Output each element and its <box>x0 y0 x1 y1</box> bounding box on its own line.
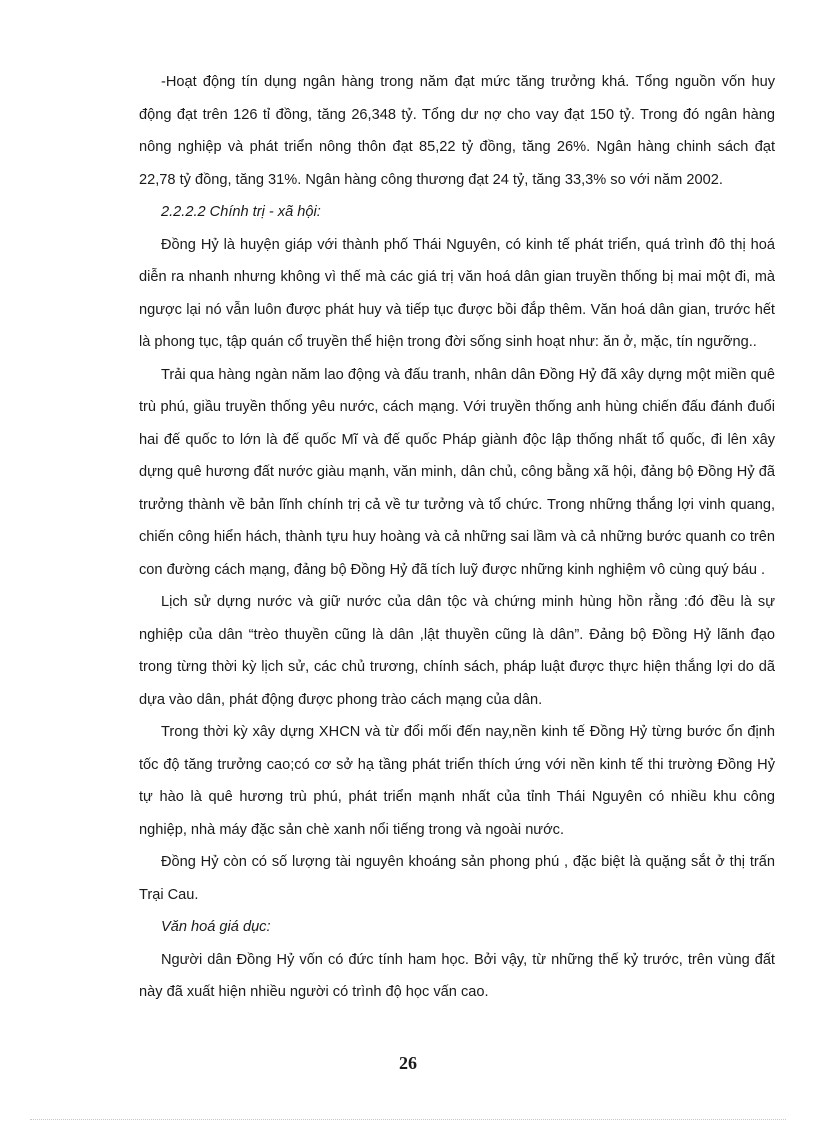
paragraph-national-history: Lịch sử dựng nước và giữ nước của dân tộc và chứng minh hùng hồn rằng :đó đều là sự nghiệp của dân “trèo thuyền cũng là dân ,lật thuyền cũng là dân”. Đảng bộ Đồng Hỷ lãnh đạo trong từng thời kỳ lịch sử, các chủ trương, chính sách, pháp luật được thực hiện thắng lợi do dã dựa vào dân, phát động được phong trào cách mạng của dân. <box>139 594 775 708</box>
heading-politics-society: 2.2.2.2 Chính trị - xã hội: <box>161 204 321 220</box>
page-bottom-divider <box>30 1119 786 1120</box>
paragraph-economic-development: Trong thời kỳ xây dựng XHCN và từ đổi mối đến nay,nền kinh tế Đồng Hỷ từng bước ổn định tốc độ tăng trưởng cao;có cơ sở hạ tầng phát triển thích ứng với nền kinh tế thi trường Đồng Hỷ tự hào là quê hương trù phú, phát triển mạnh nhất của tỉnh Thái Nguyên có nhiều khu công nghiệp, nhà máy đặc sản chè xanh nổi tiếng trong và ngoài nước. <box>139 724 775 838</box>
paragraph-dong-hy-culture: Đồng Hỷ là huyện giáp với thành phố Thái Nguyên, có kinh tế phát triển, quá trình đô thị hoá diễn ra nhanh nhưng không vì thế mà các giá trị văn hoá dân gian truyền thống bị mai một đi, mà ngược lại nó vẫn luôn được phát huy và tiếp tục được bồi đắp thêm. Văn hoá dân gian, trước hết là phong tục, tập quán cổ truyền thể hiện trong đời sống sinh hoạt như: ăn ở, mặc, tín ngưỡng.. <box>139 236 775 350</box>
page-number: 26 <box>399 1053 417 1073</box>
paragraph-revolutionary-tradition: Trải qua hàng ngàn năm lao động và đấu tranh, nhân dân Đồng Hỷ đã xây dựng một miền quê trù phú, giầu truyền thống yêu nước, cách mạng. Với truyền thống anh hùng chiến đấu đánh đuổi hai đế quốc to lớn là đế quốc Mĩ và đế quốc Pháp giành độc lập thống nhất tổ quốc, đi lên xây dựng quê hương đất nước giàu mạnh, văn minh, dân chủ, công bằng xã hội, đảng bộ Đồng Hỷ đã trưởng thành về bản lĩnh chính trị cả về tư tưởng và tổ chức. Trong những thắng lợi vinh quang, chiến công hiển hách, thành tựu huy hoàng và cả những sai lầm và cả những bước quanh co trên con đường cách mạng, đảng bộ Đồng Hỷ đã tích luỹ được những kinh nghiệm vô cùng quý báu . <box>139 366 775 578</box>
paragraph-mineral-resources: Đồng Hỷ còn có số lượng tài nguyên khoáng sản phong phú , đặc biệt là quặng sắt ở thị trấn Trại Cau. <box>139 854 775 903</box>
paragraph-credit-activity: -Hoạt động tín dụng ngân hàng trong năm đạt mức tăng trưởng khá. Tổng nguồn vốn huy động đạt trên 126 tỉ đồng, tăng 26,348 tỷ. Tổng dư nợ cho vay đạt 150 tỷ. Trong đó ngân hàng nông nghiệp và phát triển nông thôn đạt 85,22 tỷ đồng, tăng 26%. Ngân hàng chinh sách đạt 22,78 tỷ đồng, tăng 31%. Ngân hàng công thương đạt 24 tỷ, tăng 33,3% so với năm 2002. <box>139 74 775 188</box>
paragraph-love-of-learning: Người dân Đồng Hỷ vốn có đức tính ham học. Bởi vậy, từ những thế kỷ trước, trên vùng đất này đã xuất hiện nhiều người có trình độ học vấn cao. <box>139 951 775 1000</box>
page-content <box>139 66 775 1009</box>
heading-culture-education: Văn hoá giá dục: <box>161 919 271 935</box>
